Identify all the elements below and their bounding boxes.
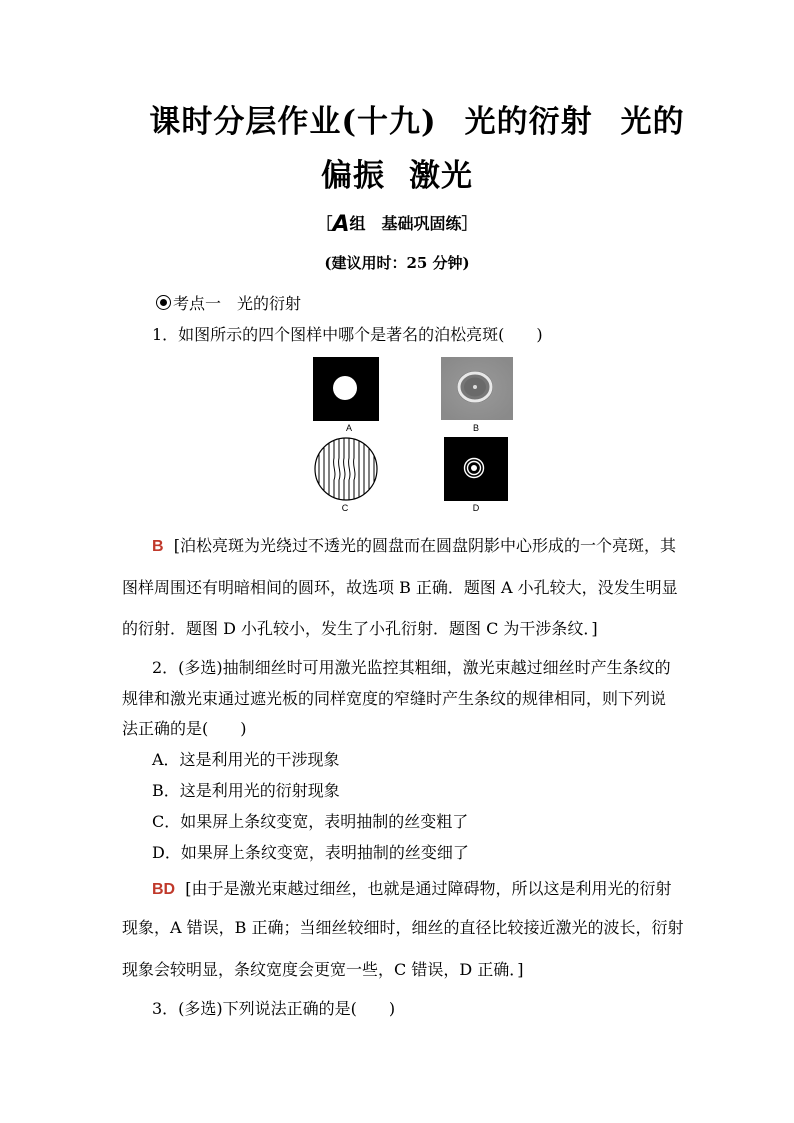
q1-answer: B <box>152 538 164 555</box>
group-label: 组 基础巩固练 <box>349 214 462 233</box>
figure-label-d: D <box>472 503 480 513</box>
title-topic-laser: 激光 <box>409 158 473 194</box>
figure-b-poisson-spot <box>441 357 513 420</box>
title-topic-diffraction: 光的衍射 <box>464 104 593 140</box>
figure-c-interference-fringes <box>313 436 379 502</box>
q2-explanation-3: 现象会较明显，条纹宽度会更宽一些，C 错误，D 正确．] <box>122 960 524 979</box>
section-label: 考点一 光的衍射 <box>173 294 302 313</box>
figure-label-b: B <box>472 423 479 433</box>
group-letter-badge: A <box>332 212 350 237</box>
q2-option-c: C．如果屏上条纹变宽，表明抽制的丝变粗了 <box>152 812 469 831</box>
q1-explanation-2: 图样周围还有明暗相间的圆环，故选项 B 正确．题图 A 小孔较大，没发生明显 <box>122 578 678 597</box>
title-topic-light: 光的 <box>620 104 685 140</box>
figure-d <box>444 437 508 501</box>
figure-c <box>313 436 379 502</box>
title-series: 课时分层作业(十九) <box>149 104 437 140</box>
q1-stem: 1．如图所示的四个图样中哪个是著名的泊松亮斑( ) <box>152 325 543 344</box>
figure-a-bright-disk <box>313 357 379 421</box>
figure-label-a: A <box>345 423 352 433</box>
q2-option-b: B．这是利用光的衍射现象 <box>152 781 340 800</box>
figure-a <box>313 357 379 421</box>
q1-explanation-1: [泊松亮斑为光绕过不透光的圆盘而在圆盘阴影中心形成的一个亮斑，其 <box>173 536 676 555</box>
suggested-time: (建议用时：25 分钟) <box>324 254 470 272</box>
section-marker-icon <box>156 295 171 310</box>
q2-stem-2: 规律和激光束通过遮光板的同样宽度的窄缝时产生条纹的规律相同，则下列说 <box>122 689 667 708</box>
q2-option-a: A．这是利用光的干涉现象 <box>152 750 340 769</box>
q2-option-d: D．如果屏上条纹变宽，表明抽制的丝变细了 <box>152 843 469 862</box>
q2-stem-3: 法正确的是( ) <box>122 719 247 738</box>
q2-answer: BD <box>152 881 176 898</box>
group-heading: ［A组 基础巩固练］ <box>316 212 478 237</box>
figure-b <box>441 357 513 420</box>
page-title-line-1 <box>0 96 794 141</box>
figure-label-c: C <box>341 503 349 513</box>
title-topic-polarization: 偏振 <box>321 158 385 194</box>
section-heading <box>156 291 301 314</box>
q1-explanation-3: 的衍射．题图 D 小孔较小，发生了小孔衍射．题图 C 为干涉条纹．] <box>122 619 598 638</box>
q2-explanation-2: 现象，A 错误，B 正确；当细丝较细时，细丝的直径比较接近激光的波长，衍射 <box>122 918 684 937</box>
page-title-line-2 <box>0 150 794 195</box>
q2-stem-1: 2．(多选)抽制细丝时可用激光监控其粗细，激光束越过细丝时产生条纹的 <box>152 658 671 677</box>
q2-explanation-1: [由于是激光束越过细丝，也就是通过障碍物，所以这是利用光的衍射 <box>185 879 672 898</box>
q3-stem: 3．(多选)下列说法正确的是( ) <box>152 999 396 1018</box>
q2-answer-line-1 <box>152 876 672 899</box>
figure-d-small-hole-diffraction <box>444 437 508 501</box>
q1-answer-line-1 <box>152 533 676 556</box>
